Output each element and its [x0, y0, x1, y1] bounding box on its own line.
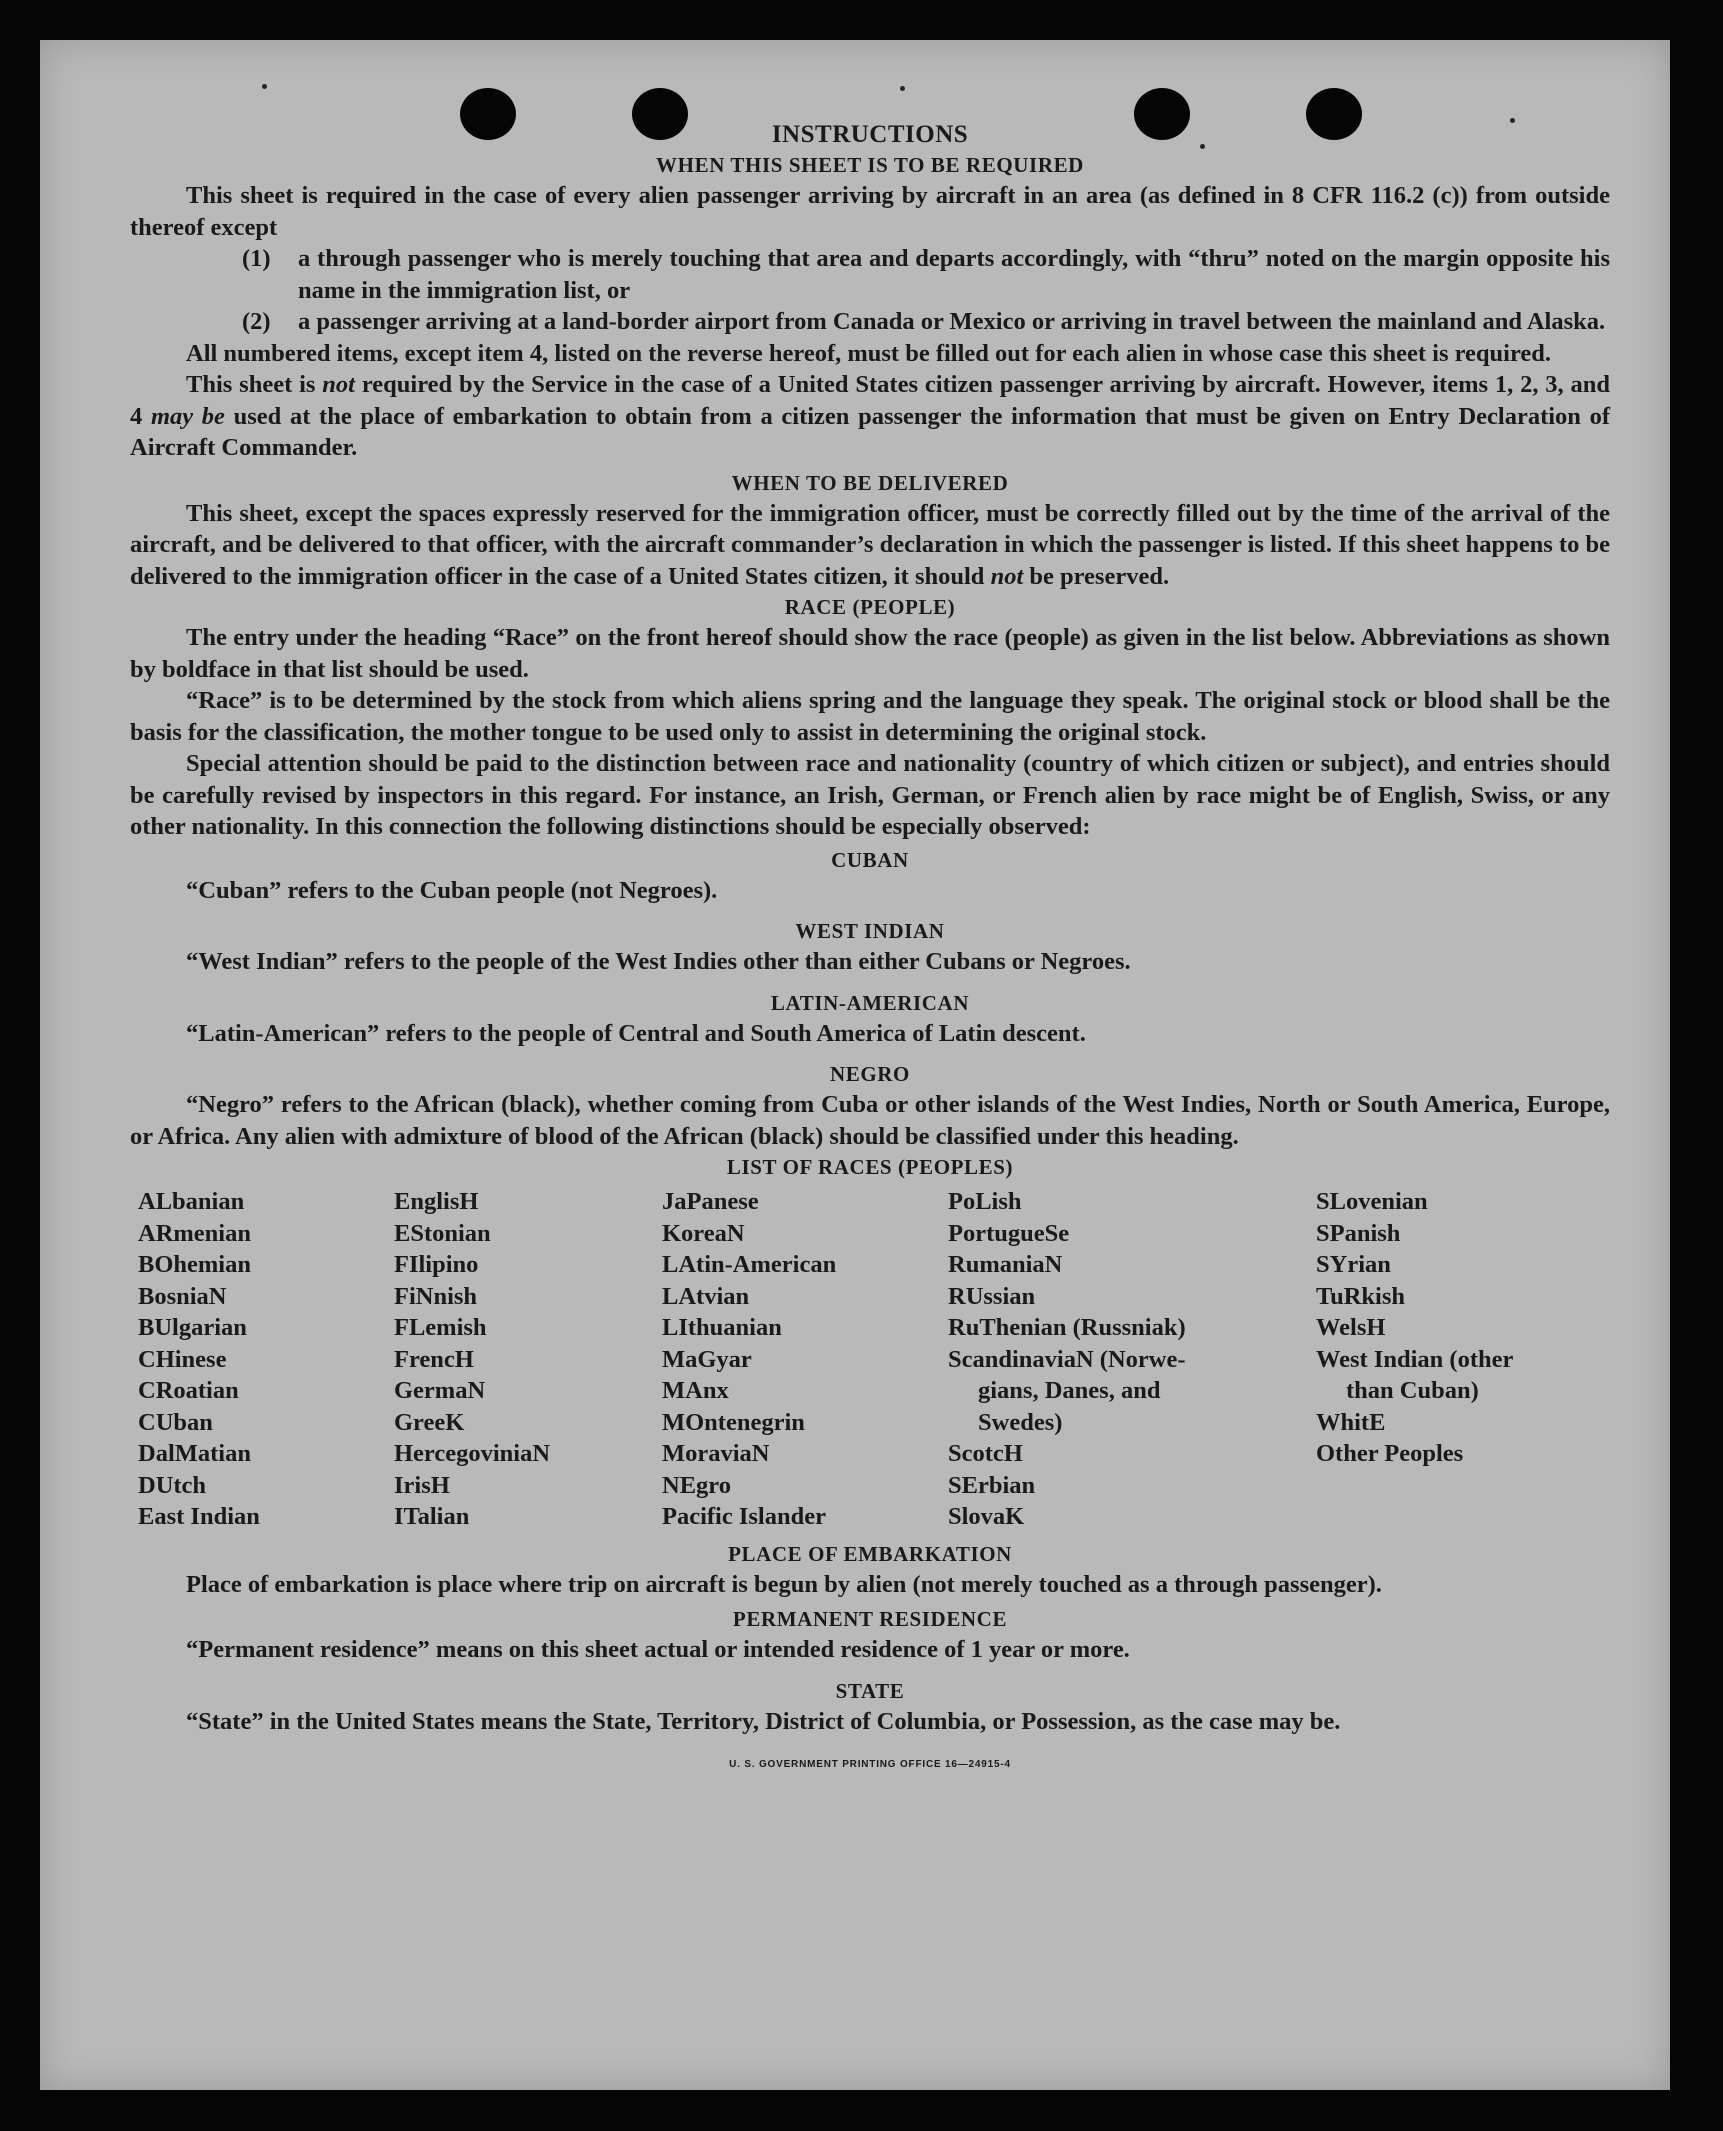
race-entry: KoreaN	[662, 1219, 745, 1247]
races-column-3	[662, 1186, 948, 1533]
citizen-text-b: required by the Service in the case of a United States citizen passenger arriving by aircraft. However, items 1, 2, 3, and 4	[130, 371, 1611, 430]
race-entry: WhitE	[1316, 1408, 1386, 1436]
races-column-1	[138, 1186, 394, 1533]
cuban-heading: CUBAN	[831, 847, 909, 872]
race-entry: SErbian	[948, 1471, 1036, 1499]
race-entry: GermaN	[394, 1377, 486, 1404]
citizen-text-maybe: may be	[150, 402, 225, 430]
race-entry: FIlipino	[394, 1251, 479, 1278]
exception-number: (2)	[242, 308, 271, 335]
speck	[262, 84, 267, 89]
race-paragraph-3: Special attention should be paid to the distinction between race and nationality (country of which citizen or subject), and entries should be carefully revised by inspectors in this regard. For instance, an Irish, German, or French alien by race might be of English, Swiss, or any other nationality. In this connection the following distinctions should be especially observed:	[130, 750, 1610, 840]
embarkation-heading: PLACE OF EMBARKATION	[728, 1541, 1012, 1566]
when-delivered-heading: WHEN TO BE DELIVERED	[731, 470, 1009, 495]
race-entry: HercegoviniaN	[394, 1440, 551, 1467]
when-required-intro: This sheet is required in the case of every alien passenger arriving by aircraft in an area (as defined in 8 CFR 116.2 (c)) from outside thereof except	[130, 182, 1610, 241]
race-entry: ALbanian	[138, 1188, 245, 1215]
race-entry: PoLish	[948, 1188, 1022, 1215]
race-entry: SYrian	[1316, 1251, 1391, 1278]
cuban-text: “Cuban” refers to the Cuban people (not Negroes).	[186, 876, 718, 904]
races-column-2	[394, 1186, 662, 1533]
race-entry: GreeK	[394, 1408, 465, 1436]
race-entry: West Indian (other	[1316, 1345, 1514, 1373]
latin-american-heading: LATIN-AMERICAN	[770, 990, 970, 1015]
delivered-text-b: be preserved.	[1029, 562, 1170, 590]
state-text: “State” in the United States means the State, Territory, District of Columbia, or Possession, as the case may be.	[186, 1707, 1341, 1735]
embarkation-text: Place of embarkation is place where trip on aircraft is begun by alien (not merely touched as a through passenger).	[186, 1570, 1382, 1598]
race-entry: Other Peoples	[1316, 1440, 1464, 1467]
printing-office-footer: U. S. GOVERNMENT PRINTING OFFICE 16—24915-4	[729, 1759, 1011, 1770]
citizen-text-a: This sheet is	[186, 371, 316, 398]
race-entry: ARmenian	[138, 1219, 251, 1247]
exception-number: (1)	[242, 245, 271, 272]
race-entry: JaPanese	[662, 1188, 759, 1215]
race-entry: WelsH	[1316, 1314, 1386, 1341]
race-entry: DalMatian	[138, 1440, 251, 1467]
race-entry: BUlgarian	[138, 1314, 247, 1341]
race-entry: BosniaN	[138, 1282, 227, 1310]
race-entry: EnglisH	[394, 1188, 479, 1215]
race-entry: ScandinaviaN (Norwe-	[948, 1345, 1186, 1373]
race-entry: ITalian	[394, 1503, 470, 1530]
race-entry: gians, Danes, and	[978, 1377, 1161, 1404]
race-paragraph-2: “Race” is to be determined by the stock from which aliens spring and the language they speak. The original stock or blood shall be the basis for the classification, the mother tongue to be used only to assist in determining the original stock.	[130, 687, 1610, 746]
race-entry: FLemish	[394, 1314, 487, 1341]
race-entry: SLovenian	[1316, 1188, 1428, 1215]
race-entry: TuRkish	[1316, 1282, 1406, 1310]
race-entry: EStonian	[394, 1219, 491, 1247]
race-entry: BOhemian	[138, 1251, 251, 1278]
race-entry: LAtvian	[662, 1282, 750, 1310]
residence-text: “Permanent residence” means on this sheet actual or intended residence of 1 year or more.	[186, 1636, 1130, 1663]
race-entry: RUssian	[948, 1282, 1036, 1310]
citizen-paragraph	[130, 369, 1610, 464]
delivered-text-not: not	[990, 562, 1024, 590]
race-entry: SlovaK	[948, 1503, 1025, 1530]
race-entry: LAtin-American	[662, 1251, 837, 1278]
race-entry: FiNnish	[394, 1282, 478, 1310]
race-entry: DUtch	[138, 1471, 207, 1499]
negro-text: “Negro” refers to the African (black), whether coming from Cuba or other islands of the West Indies, North or South America, Europe, or Africa. Any alien with admixture of blood of the African (black) should be classified under this heading.	[130, 1091, 1610, 1150]
state-heading: STATE	[835, 1678, 905, 1703]
race-entry: LIthuanian	[662, 1314, 782, 1341]
race-entry: RuThenian (Russniak)	[948, 1314, 1186, 1341]
residence-heading: PERMANENT RESIDENCE	[732, 1607, 1008, 1631]
race-entry: CHinese	[138, 1345, 227, 1373]
race-entry: MoraviaN	[662, 1440, 770, 1467]
race-entry: PortugueSe	[948, 1219, 1070, 1247]
race-entry: IrisH	[394, 1471, 450, 1499]
race-entry: ScotcH	[948, 1440, 1023, 1467]
exception-item-1	[242, 243, 1610, 306]
document-content	[130, 120, 1610, 1781]
race-entry: SPanish	[1316, 1219, 1401, 1247]
delivered-text-a: This sheet, except the spaces expressly reserved for the immigration officer, must be correctly filled out by the time of the arrival of the aircraft, and be delivered to that officer, with the aircraft commander’s declaration in which the passenger is listed. If this sheet happens to be delivered to the immigration officer in the case of a United States citizen, it should	[130, 499, 1610, 590]
document-sheet	[40, 40, 1670, 2090]
when-delivered-paragraph	[130, 498, 1610, 593]
citizen-text-c: used at the place of embarkation to obtain from a citizen passenger the information that must be given on Entry Declaration of Aircraft Commander.	[130, 402, 1611, 461]
exception-text: a passenger arriving at a land-border airport from Canada or Mexico or arriving in travel between the mainland and Alaska.	[298, 308, 1606, 335]
race-entry: CRoatian	[138, 1377, 239, 1404]
numbered-items-paragraph: All numbered items, except item 4, listed on the reverse hereof, must be filled out for each alien in whose case this sheet is required.	[186, 339, 1552, 367]
race-heading: RACE (PEOPLE)	[784, 595, 956, 619]
races-list	[138, 1186, 1610, 1533]
west-indian-heading: WEST INDIAN	[795, 919, 945, 943]
race-entry: Swedes)	[978, 1408, 1063, 1436]
citizen-text-not: not	[322, 371, 355, 398]
west-indian-text: “West Indian” refers to the people of the West Indies other than either Cubans or Negroes.	[186, 948, 1131, 975]
negro-heading: NEGRO	[829, 1062, 910, 1086]
race-entry: NEgro	[662, 1471, 731, 1499]
race-entry: MaGyar	[662, 1345, 752, 1373]
exception-text: a through passenger who is merely touching that area and departs accordingly, with “thru” noted on the margin opposite his name in the immigration list, or	[298, 245, 1610, 304]
race-entry: East Indian	[138, 1503, 260, 1530]
list-of-races-heading: LIST OF RACES (PEOPLES)	[726, 1155, 1014, 1179]
speck	[900, 86, 905, 91]
races-column-4	[948, 1186, 1316, 1533]
when-required-heading: WHEN THIS SHEET IS TO BE REQUIRED	[656, 153, 1084, 177]
race-entry: FrencH	[394, 1345, 474, 1373]
race-entry: Pacific Islander	[662, 1503, 826, 1530]
race-entry: MAnx	[662, 1377, 729, 1404]
races-column-5	[1316, 1186, 1606, 1533]
instructions-title: INSTRUCTIONS	[771, 121, 969, 148]
race-entry: RumaniaN	[948, 1251, 1063, 1278]
race-paragraph-1: The entry under the heading “Race” on the front hereof should show the race (people) as given in the list below. Abbreviations as shown by boldface in that list should be used.	[130, 624, 1610, 683]
race-entry: than Cuban)	[1346, 1377, 1479, 1404]
race-entry: MOntenegrin	[662, 1408, 805, 1436]
race-entry: CUban	[138, 1408, 213, 1436]
latin-american-text: “Latin-American” refers to the people of Central and South America of Latin descent.	[186, 1019, 1086, 1047]
exception-item-2	[242, 306, 1610, 338]
